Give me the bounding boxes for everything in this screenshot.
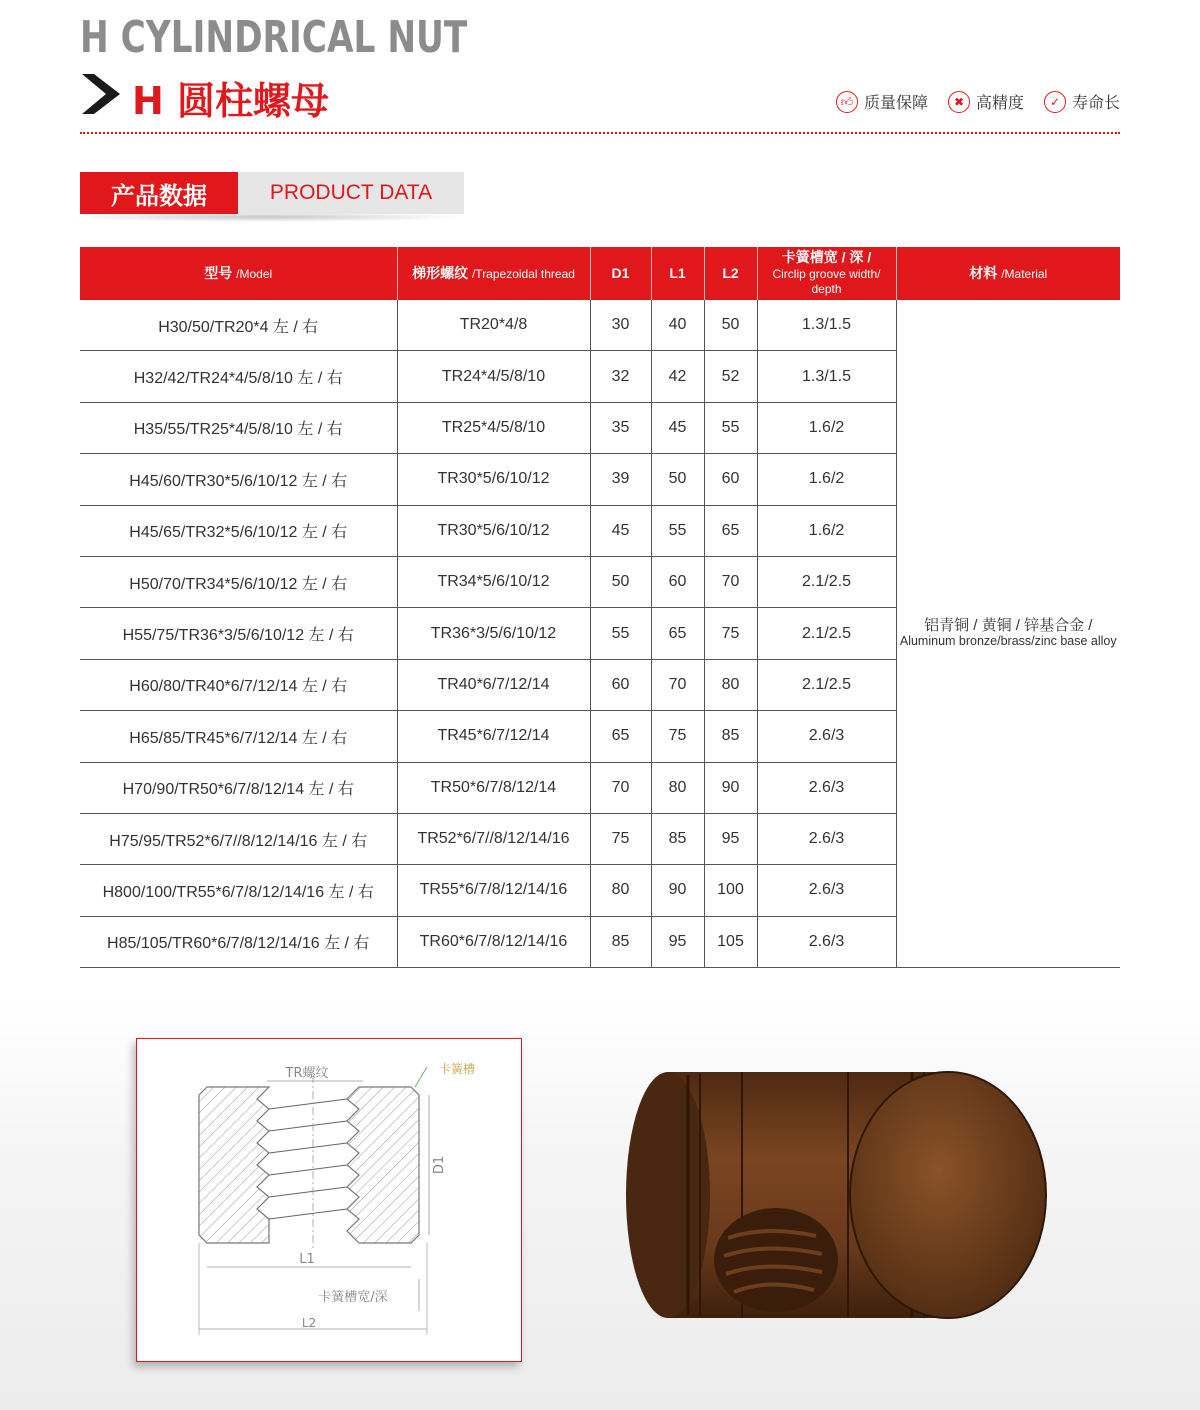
cell-model: H35/55/TR25*4/5/8/10 左 / 右: [80, 402, 397, 453]
cell-l1: 65: [651, 608, 704, 659]
section-heading: [80, 172, 464, 214]
feature-precision: [948, 90, 1024, 113]
cell-d1: 65: [590, 711, 651, 762]
cell-groove: 2.6/3: [757, 865, 896, 916]
cell-model: H30/50/TR20*4 左 / 右: [80, 300, 397, 351]
drawing-label-groove-size: 卡簧槽宽/深: [318, 1290, 388, 1305]
cell-d1: 55: [590, 608, 651, 659]
material-cn: 铝青铜 / 黄铜 / 锌基合金 /: [924, 617, 1093, 635]
drawing-label-l2: L2: [301, 1316, 317, 1330]
column-header-d1: D1: [590, 247, 651, 300]
cell-model: H50/70/TR34*5/6/10/12 左 / 右: [80, 556, 397, 607]
cell-l2: 85: [704, 711, 757, 762]
cell-d1: 70: [590, 762, 651, 813]
cell-d1: 39: [590, 454, 651, 505]
cell-l1: 60: [651, 556, 704, 607]
cell-d1: 60: [590, 659, 651, 710]
column-header-material: 材料 /Material: [896, 247, 1120, 300]
page-title-en: H CYLINDRICAL NUT: [80, 12, 468, 63]
cell-groove: 2.1/2.5: [757, 556, 896, 607]
cell-thread: TR52*6/7//8/12/14/16: [397, 813, 590, 864]
drawing-label-thread: TR螺纹: [285, 1066, 329, 1081]
cell-l1: 70: [651, 659, 704, 710]
drawing-label-l1: L1: [299, 1252, 315, 1267]
cell-l2: 80: [704, 659, 757, 710]
cell-l1: 75: [651, 711, 704, 762]
cell-thread: TR30*5/6/10/12: [397, 505, 590, 556]
cell-thread: TR40*6/7/12/14: [397, 659, 590, 710]
cell-thread: TR30*5/6/10/12: [397, 454, 590, 505]
cell-l2: 52: [704, 351, 757, 402]
section-title-en: PRODUCT DATA: [238, 172, 464, 214]
material-en: Aluminum bronze/brass/zinc base alloy: [899, 633, 1117, 648]
cell-d1: 75: [590, 813, 651, 864]
cylindrical-nut-photo: [616, 1060, 1056, 1330]
cell-l2: 65: [704, 505, 757, 556]
cell-l1: 40: [651, 300, 704, 351]
column-header-model: 型号 /Model: [80, 247, 397, 300]
cell-groove: 2.6/3: [757, 711, 896, 762]
clock-icon: ✓: [1044, 91, 1066, 113]
cell-model: H800/100/TR55*6/7/8/12/14/16 左 / 右: [80, 865, 397, 916]
cell-groove: 1.3/1.5: [757, 300, 896, 351]
cell-groove: 2.6/3: [757, 762, 896, 813]
cell-thread: TR50*6/7/8/12/14: [397, 762, 590, 813]
cell-thread: TR60*6/7/8/12/14/16: [397, 916, 590, 967]
column-header-thread: 梯形螺纹 /Trapezoidal thread: [397, 247, 590, 300]
cell-groove: 1.6/2: [757, 505, 896, 556]
cell-model: H45/65/TR32*5/6/10/12 左 / 右: [80, 505, 397, 556]
cell-l2: 50: [704, 300, 757, 351]
cell-l1: 50: [651, 454, 704, 505]
cell-model: H75/95/TR52*6/7//8/12/14/16 左 / 右: [80, 813, 397, 864]
cell-l2: 75: [704, 608, 757, 659]
cell-groove: 2.6/3: [757, 916, 896, 967]
cell-material: [896, 300, 1120, 968]
cell-l1: 85: [651, 813, 704, 864]
column-header-l2: L2: [704, 247, 757, 300]
cell-l2: 95: [704, 813, 757, 864]
table-row: [80, 300, 1120, 351]
cell-d1: 35: [590, 402, 651, 453]
cell-model: H65/85/TR45*6/7/12/14 左 / 右: [80, 711, 397, 762]
cell-groove: 2.6/3: [757, 813, 896, 864]
cell-l2: 70: [704, 556, 757, 607]
drawing-label-d1: D1: [432, 1155, 447, 1175]
header-divider: [80, 132, 1120, 134]
product-data-table: [80, 247, 1120, 968]
cell-l1: 90: [651, 865, 704, 916]
page-title-cn: H 圆柱螺母: [132, 79, 330, 123]
cell-thread: TR20*4/8: [397, 300, 590, 351]
cell-d1: 32: [590, 351, 651, 402]
nut-cross-section-drawing: [137, 1039, 521, 1361]
cell-l2: 105: [704, 916, 757, 967]
column-header-l1: L1: [651, 247, 704, 300]
cell-l1: 95: [651, 916, 704, 967]
cell-d1: 50: [590, 556, 651, 607]
cell-model: H55/75/TR36*3/5/6/10/12 左 / 右: [80, 608, 397, 659]
drawing-label-groove: 卡簧槽: [439, 1062, 476, 1076]
cell-thread: TR24*4/5/8/10: [397, 351, 590, 402]
cell-model: H70/90/TR50*6/7/8/12/14 左 / 右: [80, 762, 397, 813]
cell-groove: 2.1/2.5: [757, 608, 896, 659]
cell-l1: 55: [651, 505, 704, 556]
cell-thread: TR34*5/6/10/12: [397, 556, 590, 607]
feature-badges: [836, 90, 1120, 113]
cell-l2: 100: [704, 865, 757, 916]
thumbs-up-icon: 👍︎: [836, 91, 858, 113]
table-header-row: [80, 247, 1120, 300]
cell-thread: TR45*6/7/12/14: [397, 711, 590, 762]
cell-model: H45/60/TR30*5/6/10/12 左 / 右: [80, 454, 397, 505]
cell-thread: TR25*4/5/8/10: [397, 402, 590, 453]
cell-l1: 45: [651, 402, 704, 453]
cell-l1: 80: [651, 762, 704, 813]
cell-groove: 1.6/2: [757, 454, 896, 505]
technical-drawing: [136, 1038, 522, 1362]
cell-groove: 1.3/1.5: [757, 351, 896, 402]
cell-thread: TR55*6/7/8/12/14/16: [397, 865, 590, 916]
cell-d1: 85: [590, 916, 651, 967]
chevron-right-icon: [80, 72, 122, 116]
cell-groove: 2.1/2.5: [757, 659, 896, 710]
feature-label: 高精度: [975, 95, 1024, 112]
feature-quality: [836, 90, 928, 113]
feature-label: 寿命长: [1071, 95, 1120, 112]
cell-l2: 55: [704, 402, 757, 453]
cell-d1: 45: [590, 505, 651, 556]
column-header-groove: 卡簧槽宽 / 深 / Circlip groove width/ depth: [757, 247, 896, 300]
cell-d1: 30: [590, 300, 651, 351]
feature-label: 质量保障: [863, 95, 928, 112]
cell-model: H32/42/TR24*4/5/8/10 左 / 右: [80, 351, 397, 402]
cell-model: H85/105/TR60*6/7/8/12/14/16 左 / 右: [80, 916, 397, 967]
feature-lifespan: [1044, 90, 1120, 113]
cell-l2: 60: [704, 454, 757, 505]
tools-icon: ✖: [948, 91, 970, 113]
cell-l1: 42: [651, 351, 704, 402]
cell-thread: TR36*3/5/6/10/12: [397, 608, 590, 659]
section-title-cn: 产品数据: [80, 172, 238, 214]
cell-d1: 80: [590, 865, 651, 916]
cell-model: H60/80/TR40*6/7/12/14 左 / 右: [80, 659, 397, 710]
cell-groove: 1.6/2: [757, 402, 896, 453]
cell-l2: 90: [704, 762, 757, 813]
